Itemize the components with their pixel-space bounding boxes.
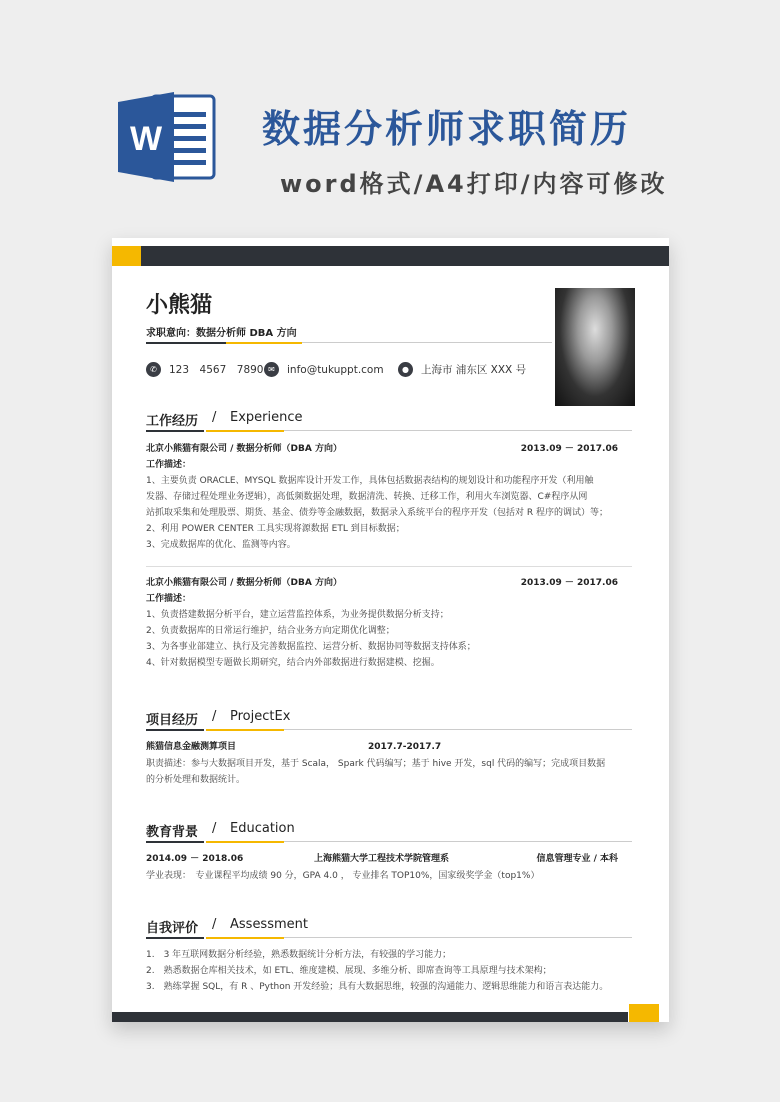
section-underline-yellow: [206, 729, 284, 731]
top-accent-yellow: [112, 246, 141, 266]
section-underline-yellow: [206, 430, 284, 432]
profile-photo: [555, 288, 635, 406]
section-title-cn: 项目经历: [146, 713, 199, 728]
section-slash: /: [212, 821, 217, 836]
job-1-period: 2013.09 － 2017.06: [520, 444, 618, 454]
bottom-accent-dark: [112, 1012, 628, 1022]
job-divider: [146, 566, 632, 567]
job-1-header: [146, 441, 632, 457]
resume-page: [112, 238, 669, 1022]
job-2-line: 1、负责搭建数据分析平台，建立运营监控体系，为业务提供数据分析支持；: [146, 610, 449, 620]
section-title-en: ProjectEx: [230, 709, 291, 724]
job-2-header: [146, 575, 632, 591]
section-underline-yellow: [206, 937, 284, 939]
job-1-line: 2、利用 POWER CENTER 工具实现将源数据 ETL 到目标数据；: [146, 524, 405, 534]
email-address: info@tukuppt.com: [287, 363, 384, 376]
job-1-line: 站抓取采集和处理股票、期货、基金、债券等金融数据，数据录入系统平台的程序开发（包括对 R 程序的调试）等；: [146, 508, 608, 518]
education-period: 2014.09 － 2018.06: [146, 854, 244, 864]
section-title-cn: 教育背景: [146, 825, 199, 840]
assessment-line: 1. 3 年互联网数据分析经验，熟悉数据统计分析方法，有较强的学习能力；: [146, 950, 452, 960]
section-underline-gray: [284, 430, 632, 431]
word-logo-letter: W: [129, 120, 163, 158]
job-1-body: [146, 457, 632, 553]
top-accent-dark: [141, 246, 669, 266]
project-line: 职责描述：参与大数据项目开发，基于 Scala， Spark 代码编写；基于 hive 开发，sql 代码的编写；完成项目数据: [146, 759, 606, 769]
home-address: 上海市 浦东区 XXX 号: [421, 364, 527, 376]
job-1-desc-label: 工作描述：: [146, 460, 192, 470]
section-underline-yellow: [206, 841, 284, 843]
section-underline-gray: [284, 729, 632, 730]
job-1-line: 1、主要负责 ORACLE、MYSQL 数据库设计开发工作，具体包括数据表结构的规划设计和功能程序开发（利用触: [146, 476, 594, 486]
job-2-line: 4、针对数据模型专题做长期研究，结合内外部数据进行数据建模、挖掘。: [146, 658, 440, 668]
section-title-cn: 工作经历: [146, 414, 199, 429]
section-experience-header: [146, 408, 632, 434]
education-school: 上海熊猫大学工程技术学院管理系: [314, 854, 450, 864]
intention-underline-yellow: [226, 342, 302, 344]
section-education-header: [146, 819, 632, 845]
job-1-line: 3、完成数据库的优化、监测等内容。: [146, 540, 296, 550]
project-header: [146, 739, 632, 755]
word-logo-icon: [112, 82, 222, 192]
section-underline-dark: [146, 841, 204, 843]
banner-title: 数据分析师求职简历: [262, 107, 632, 151]
section-underline-dark: [146, 937, 204, 939]
education-performance: 学业表现： 专业课程平均成绩 90 分，GPA 4.0 ， 专业排名 TOP10%，国家级奖学金（top1%）: [146, 871, 540, 881]
section-slash: /: [212, 917, 217, 932]
section-project-header: [146, 707, 632, 733]
phone-number: 123 4567 7890: [169, 364, 264, 376]
section-underline-dark: [146, 729, 204, 731]
project-line: 的分析处理和数据统计。: [146, 775, 246, 785]
section-assessment-header: [146, 915, 632, 941]
job-2-period: 2013.09 － 2017.06: [520, 578, 618, 588]
job-intention: 求职意向：数据分析师 DBA 方向: [146, 328, 297, 339]
section-underline-gray: [284, 841, 632, 842]
section-underline-gray: [284, 937, 632, 938]
job-1-line: 发器、存储过程处理业务逻辑），高低频数据处理，数据清洗、转换、迁移工作，利用火车浏览器、C#程序从网: [146, 492, 588, 502]
contact-email: [264, 362, 384, 377]
intention-underline-gray: [302, 342, 552, 343]
project-name: 熊猫信息金融测算项目: [146, 742, 237, 752]
job-2-desc-label: 工作描述：: [146, 594, 192, 604]
project-body: [146, 756, 632, 788]
section-title-en: Assessment: [230, 917, 308, 932]
job-2-line: 3、为各事业部建立、执行及完善数据监控、运营分析、数据协同等数据支持体系；: [146, 642, 476, 652]
section-underline-dark: [146, 430, 204, 432]
section-title-en: Experience: [230, 410, 303, 425]
section-title-cn: 自我评价: [146, 921, 199, 936]
job-1-company: 北京小熊猫有限公司 / 数据分析师（DBA 方向）: [146, 444, 342, 454]
location-icon: ●: [398, 362, 413, 377]
job-2-company: 北京小熊猫有限公司 / 数据分析师（DBA 方向）: [146, 578, 342, 588]
contact-address: [398, 362, 526, 377]
job-2-body: [146, 591, 632, 671]
education-header: [146, 851, 632, 867]
banner-subtitle: word格式/A4打印/内容可修改: [280, 170, 668, 198]
section-slash: /: [212, 410, 217, 425]
assessment-line: 2. 熟悉数据仓库相关技术，如 ETL、维度建模、展现、多维分析、即席查询等工具原理与技术架构；: [146, 966, 552, 976]
section-slash: /: [212, 709, 217, 724]
mail-icon: ✉: [264, 362, 279, 377]
job-2-line: 2、负责数据库的日常运行维护，结合业务方向定期优化调整；: [146, 626, 395, 636]
intention-underline-dark: [146, 342, 226, 344]
phone-icon: ✆: [146, 362, 161, 377]
education-major: 信息管理专业 / 本科: [536, 854, 618, 864]
bottom-accent-yellow: [629, 1004, 659, 1022]
section-title-en: Education: [230, 821, 295, 836]
project-period: 2017.7-2017.7: [368, 742, 442, 752]
assessment-body: [146, 947, 632, 995]
candidate-name: 小熊猫: [146, 293, 213, 318]
assessment-line: 3. 熟练掌握 SQL，有 R 、Python 开发经验；具有大数据思维，较强的沟通能力、逻辑思维能力和语言表达能力。: [146, 982, 609, 992]
contact-phone: [146, 362, 264, 377]
